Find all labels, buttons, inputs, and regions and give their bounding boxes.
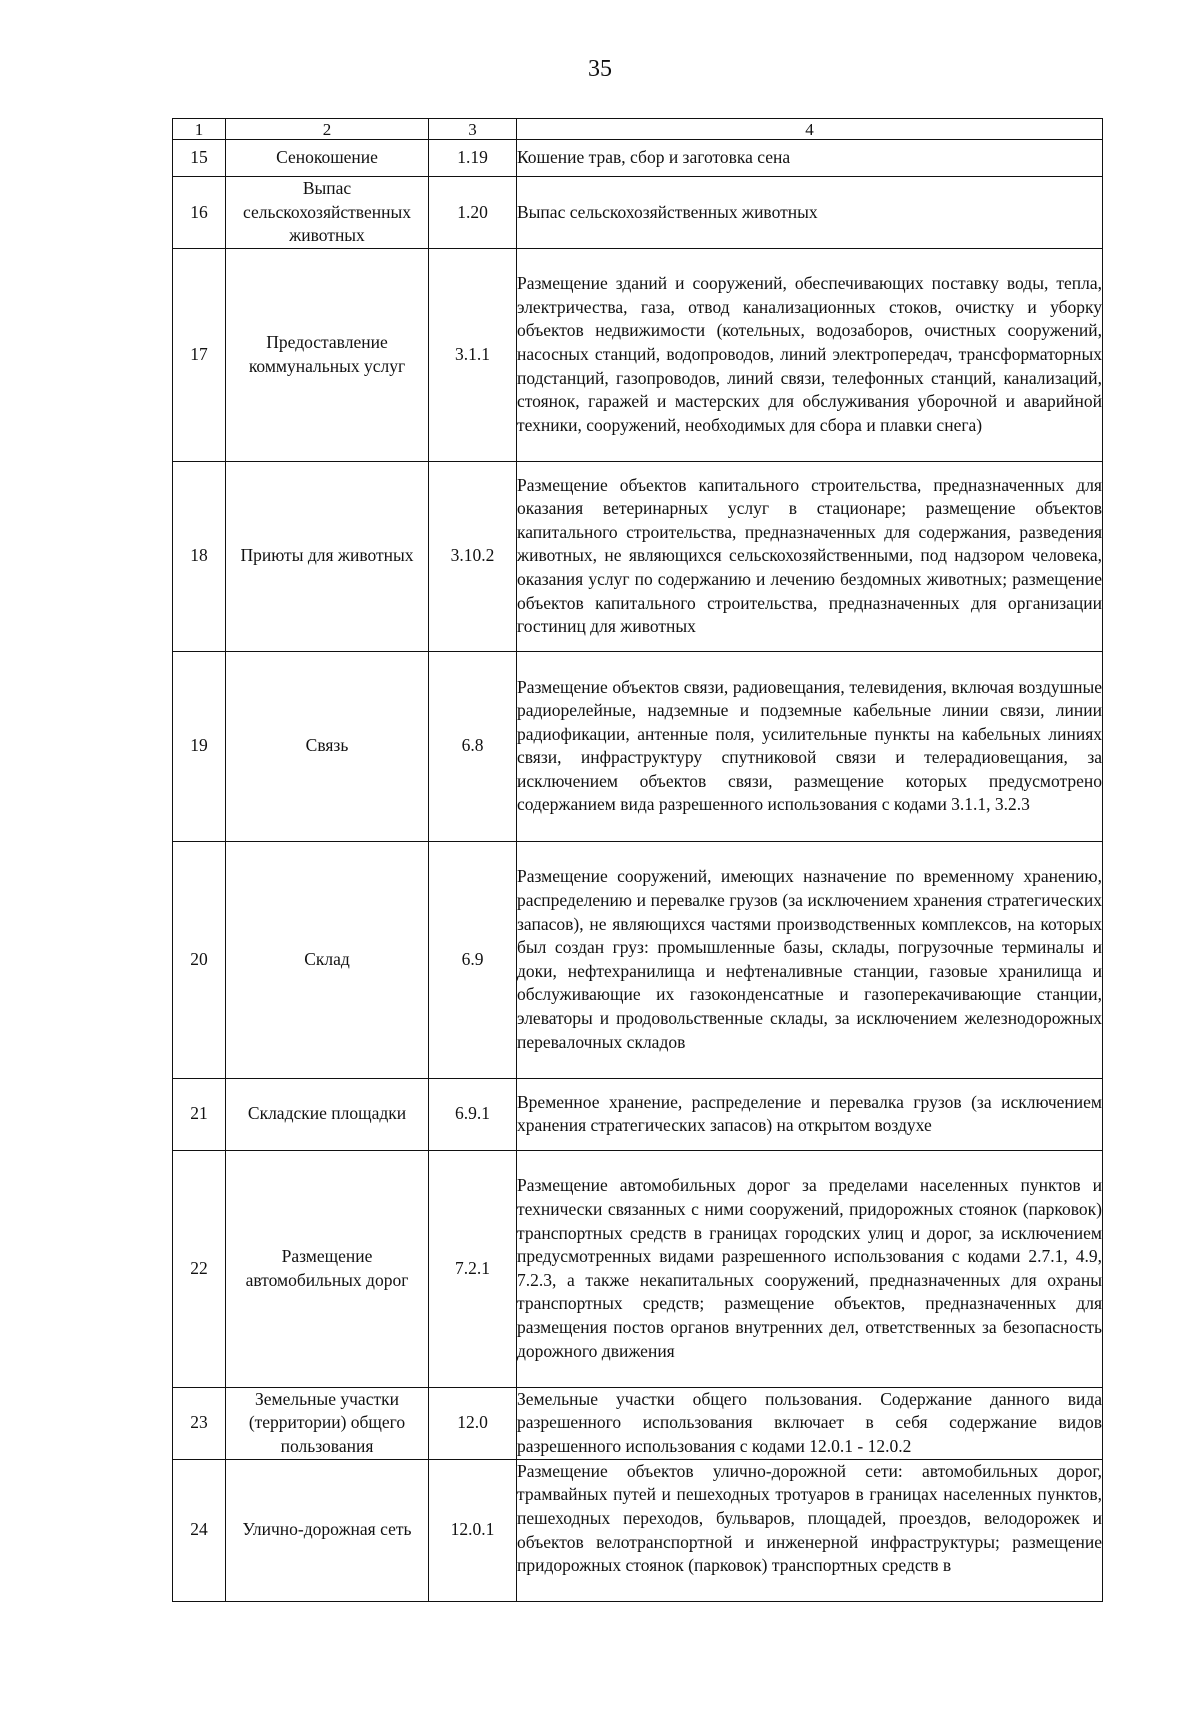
row-code: 1.19 bbox=[429, 140, 517, 177]
header-col-2: 2 bbox=[226, 119, 429, 140]
row-number: 22 bbox=[173, 1150, 226, 1387]
table-row bbox=[173, 1078, 1103, 1150]
table-header-row bbox=[173, 119, 1103, 140]
row-description: Размещение автомобильных дорог за пределами населенных пунктов и технически связанных с ними сооружений, придорожных стоянок (парковок) транспортных средств в границах городских улиц и дорог, за исключением предусмотренных видами разрешенного использования с кодами 2.7.1, 4.9, 7.2.3, а также некапитальных сооружений, предназначенных для охраны транспортных средств; размещение объектов, предназначенных для размещения постов органов внутренних дел, ответственных за безопасность дорожного движения bbox=[517, 1150, 1103, 1387]
row-number: 16 bbox=[173, 177, 226, 249]
row-name: Складские площадки bbox=[226, 1078, 429, 1150]
row-code: 6.9.1 bbox=[429, 1078, 517, 1150]
row-name: Выпас сельскохозяйственных животных bbox=[226, 177, 429, 249]
row-name: Земельные участки (территории) общего пользования bbox=[226, 1387, 429, 1459]
row-description: Земельные участки общего пользования. Содержание данного вида разрешенного использования включает в себя содержание видов разрешенного использования с кодами 12.0.1 - 12.0.2 bbox=[517, 1387, 1103, 1459]
header-col-4: 4 bbox=[517, 119, 1103, 140]
row-number: 18 bbox=[173, 461, 226, 651]
table-row bbox=[173, 248, 1103, 461]
row-description: Размещение объектов связи, радиовещания, телевидения, включая воздушные радиорелейные, надземные и подземные кабельные линии связи, линии радиофикации, антенные поля, усилительные пункты на кабельных линиях связи, инфраструктуру спутниковой связи и телерадиовещания, за исключением объектов связи, размещение которых предусмотрено содержанием вида разрешенного использования с кодами 3.1.1, 3.2.3 bbox=[517, 651, 1103, 841]
row-code: 12.0 bbox=[429, 1387, 517, 1459]
table-row bbox=[173, 461, 1103, 651]
row-description: Размещение объектов улично-дорожной сети: автомобильных дорог, трамвайных путей и пешеходных тротуаров в границах населенных пунктов, пешеходных переходов, бульваров, площадей, проездов, велодорожек и объектов велотранспортной и инженерной инфраструктуры; размещение придорожных стоянок (парковок) транспортных средств в bbox=[517, 1460, 1102, 1576]
row-name: Склад bbox=[226, 841, 429, 1078]
table-row bbox=[173, 1150, 1103, 1387]
table-row bbox=[173, 1459, 1103, 1601]
row-code: 3.10.2 bbox=[429, 461, 517, 651]
row-description: Размещение объектов капитального строительства, предназначенных для оказания ветеринарных услуг в стационаре; размещение объектов капитального строительства, предназначенных для содержания, разведения животных, не являющихся сельскохозяйственными, под надзором человека, оказания услуг по содержанию и лечению бездомных животных; размещение объектов капитального строительства, предназначенных для организации гостиниц для животных bbox=[517, 461, 1103, 651]
header-col-1: 1 bbox=[173, 119, 226, 140]
row-description-cell bbox=[517, 1459, 1103, 1601]
row-code: 6.9 bbox=[429, 841, 517, 1078]
header-col-3: 3 bbox=[429, 119, 517, 140]
row-code: 6.8 bbox=[429, 651, 517, 841]
row-code: 7.2.1 bbox=[429, 1150, 517, 1387]
row-description: Выпас сельскохозяйственных животных bbox=[517, 177, 1103, 249]
row-name: Приюты для животных bbox=[226, 461, 429, 651]
row-description: Кошение трав, сбор и заготовка сена bbox=[517, 140, 1103, 177]
row-name: Связь bbox=[226, 651, 429, 841]
row-name: Улично-дорожная сеть bbox=[226, 1459, 429, 1601]
row-number: 20 bbox=[173, 841, 226, 1078]
table-row bbox=[173, 1387, 1103, 1459]
table-row bbox=[173, 177, 1103, 249]
land-use-table bbox=[172, 118, 1103, 1602]
row-code: 12.0.1 bbox=[429, 1459, 517, 1601]
row-name: Размещение автомобильных дорог bbox=[226, 1150, 429, 1387]
row-number: 21 bbox=[173, 1078, 226, 1150]
page-number: 35 bbox=[588, 56, 612, 82]
table-row bbox=[173, 651, 1103, 841]
row-number: 19 bbox=[173, 651, 226, 841]
row-name: Сенокошение bbox=[226, 140, 429, 177]
row-code: 1.20 bbox=[429, 177, 517, 249]
row-description: Временное хранение, распределение и перевалка грузов (за исключением хранения стратегических запасов) на открытом воздухе bbox=[517, 1078, 1103, 1150]
row-number: 15 bbox=[173, 140, 226, 177]
table-row bbox=[173, 841, 1103, 1078]
row-number: 23 bbox=[173, 1387, 226, 1459]
row-number: 17 bbox=[173, 248, 226, 461]
row-code: 3.1.1 bbox=[429, 248, 517, 461]
table-row bbox=[173, 140, 1103, 177]
row-description: Размещение зданий и сооружений, обеспечивающих поставку воды, тепла, электричества, газа, отвод канализационных стоков, очистку и уборку объектов недвижимости (котельных, водозаборов, очистных сооружений, насосных станций, водопроводов, линий электропередач, трансформаторных подстанций, газопроводов, линий связи, телефонных станций, канализаций, стоянок, гаражей и мастерских для обслуживания уборочной и аварийной техники, сооружений, необходимых для сбора и плавки снега) bbox=[517, 248, 1103, 461]
row-name: Предоставление коммунальных услуг bbox=[226, 248, 429, 461]
row-description: Размещение сооружений, имеющих назначение по временному хранению, распределению и перевалке грузов (за исключением хранения стратегических запасов), не являющихся частями производственных комплексов, на которых был создан груз: промышленные базы, склады, погрузочные терминалы и доки, нефтехранилища и нефтеналивные станции, газовые хранилища и обслуживающие их газоконденсатные и газоперекачивающие станции, элеваторы и продовольственные склады, за исключением железнодорожных перевалочных складов bbox=[517, 841, 1103, 1078]
row-number: 24 bbox=[173, 1459, 226, 1601]
